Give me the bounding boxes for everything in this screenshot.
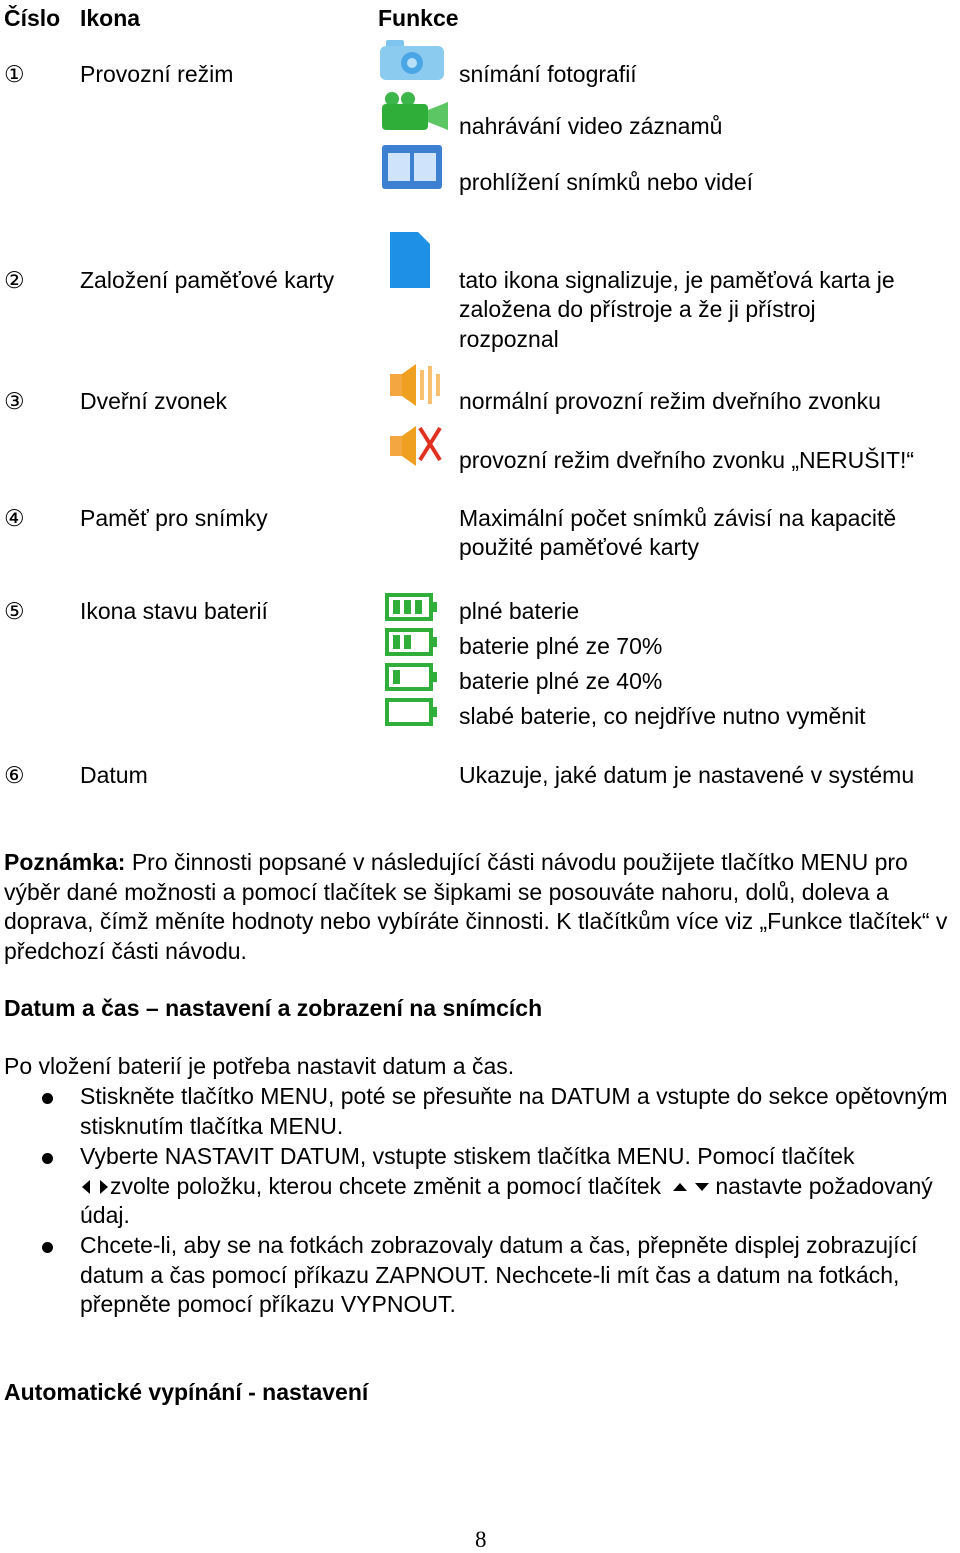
row-6-func-1: Ukazuje, jaké datum je nastavené v systému: [459, 762, 915, 788]
battery-40-icon: [384, 662, 440, 692]
row-2-func-1: tato ikona signalizuje, je paměťová karta je: [459, 267, 895, 293]
video-mode-icon: [378, 90, 453, 134]
note-label: Poznámka:: [4, 849, 126, 875]
row-2-label: Založení paměťové karty: [80, 267, 335, 293]
row-1-label: Provozní režim: [80, 61, 234, 87]
row-5-label: Ikona stavu baterií: [80, 598, 268, 624]
battery-low-icon: [384, 697, 440, 727]
battery-full-icon: [384, 592, 440, 622]
section-intro: Po vložení baterií je potřeba nastavit datum a čas.: [4, 1053, 515, 1079]
note-text: Pro činnosti popsané v následující části návodu použijete tlačítko MENU pro výběr dané možnosti a pomocí tlačítek se šipkami se posouváte nahoru, dolů, doleva a doprava, čímž měníte hodnoty nebo vybíráte činnosti. K tlačítkům více viz „Funkce tlačítek“ v předchozí části návodu.: [4, 849, 948, 964]
row-5-number: ⑤: [4, 598, 25, 624]
row-5-func-3: baterie plné ze 40%: [459, 668, 663, 694]
bullet-2-line-1: Vyberte NASTAVIT DATUM, vstupte stiskem tlačítka MENU. Pomocí tlačítek: [80, 1143, 855, 1169]
section-heading-date-time: Datum a čas – nastavení a zobrazení na snímcích: [4, 995, 543, 1021]
bullet-item-2: [80, 1142, 960, 1231]
row-4-label: Paměť pro snímky: [80, 505, 268, 531]
row-3-label: Dveřní zvonek: [80, 388, 228, 414]
row-1-func-1: snímání fotografií: [459, 61, 637, 87]
row-5-func-2: baterie plné ze 70%: [459, 633, 663, 659]
arrow-down-icon: [695, 1183, 709, 1191]
header-number: Číslo: [4, 5, 61, 31]
doorbell-icon: [386, 360, 446, 410]
battery-70-icon: [384, 627, 440, 657]
row-4-func-1: Maximální počet snímků závisí na kapacitě: [459, 505, 897, 531]
page-number: 8: [475, 1527, 487, 1552]
camera-mode-icon: [378, 36, 448, 84]
arrow-up-icon: [673, 1183, 687, 1191]
arrow-left-icon: [82, 1180, 90, 1194]
bullet-item-3: Chcete-li, aby se na fotkách zobrazovaly datum a čas, přepněte displej zobrazující datum a čas pomocí příkazu ZAPNOUT. Nechcete-li mít čas a datum na fotkách, přepněte pomocí příkazu VYPNOUT.: [80, 1232, 918, 1317]
memory-card-icon: [386, 230, 434, 290]
bullet-2-line-3: nastavte požadovaný údaj.: [80, 1172, 933, 1228]
bullet-dot: [42, 1242, 53, 1253]
header-function: Funkce: [378, 5, 459, 31]
row-4-func-2: použité paměťové karty: [459, 534, 700, 560]
row-6-label: Datum: [80, 762, 148, 788]
row-1-func-2: nahrávání video záznamů: [459, 113, 723, 139]
row-2-func-3: rozpoznal: [459, 326, 559, 352]
arrow-right-icon: [100, 1180, 108, 1194]
row-5-func-1: plné baterie: [459, 598, 580, 624]
row-5-func-4: slabé baterie, co nejdříve nutno vyměnit: [459, 703, 866, 729]
row-2-func-2: založena do přístroje a že ji přístroj: [459, 296, 816, 322]
bullet-item-1: Stiskněte tlačítko MENU, poté se přesuňte na DATUM a vstupte do sekce opětovným stisknutím tlačítka MENU.: [80, 1083, 948, 1139]
section-heading-auto-off: Automatické vypínání - nastavení: [4, 1379, 369, 1405]
bullet-2-line-2: zvolte položku, kterou chcete změnit a pomocí tlačítek: [110, 1172, 661, 1199]
note-paragraph: [4, 848, 960, 966]
playback-mode-icon: [380, 143, 444, 191]
bullet-dot: [42, 1153, 53, 1164]
header-icon: Ikona: [80, 5, 141, 31]
row-2-number: ②: [4, 267, 25, 293]
row-3-func-2: provozní režim dveřního zvonku „NERUŠIT!“: [459, 447, 915, 473]
row-3-func-1: normální provozní režim dveřního zvonku: [459, 388, 881, 414]
row-3-number: ③: [4, 388, 25, 414]
row-1-number: ①: [4, 61, 25, 87]
row-6-number: ⑥: [4, 762, 25, 788]
doorbell-mute-icon: [386, 420, 446, 470]
row-1-func-3: prohlížení snímků nebo videí: [459, 169, 754, 195]
row-4-number: ④: [4, 505, 25, 531]
bullet-dot: [42, 1093, 53, 1104]
